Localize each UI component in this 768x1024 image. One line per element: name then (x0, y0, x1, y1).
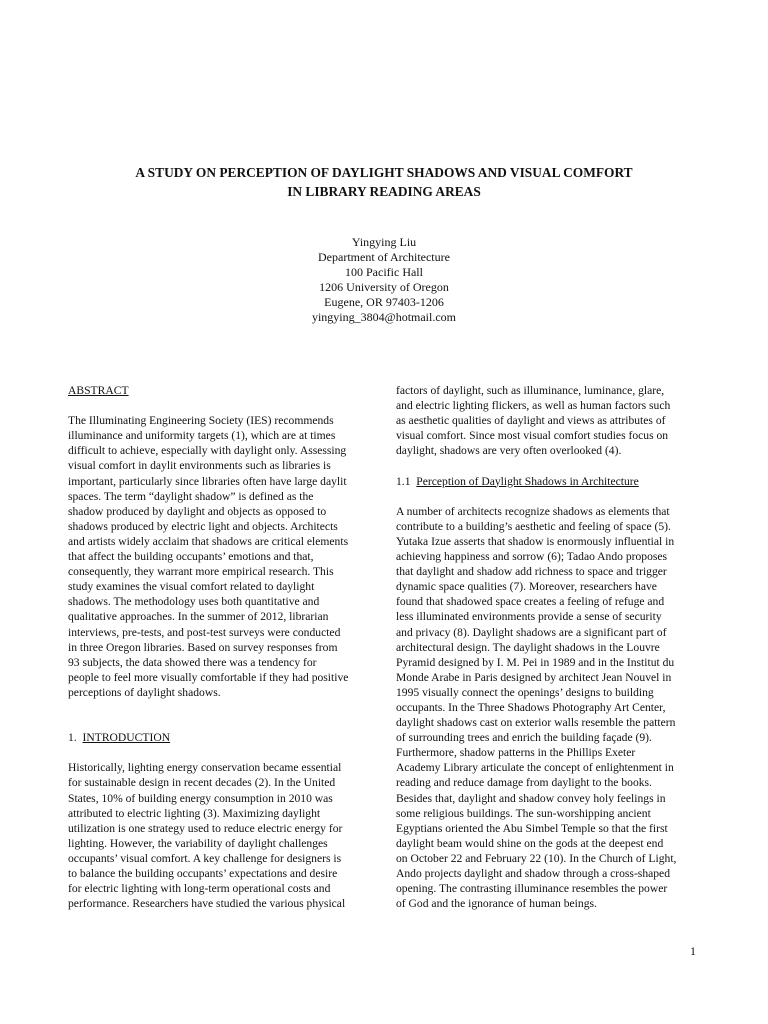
text-line: Pyramid designed by I. M. Pei in 1989 and in the Institut du (396, 655, 675, 669)
author-building: 100 Pacific Hall (345, 265, 423, 279)
text-line: and electric lighting flickers, as well as human factors such (396, 399, 671, 413)
text-line: some religious buildings. The sun-worshipping ancient (396, 806, 651, 820)
author-street: 1206 University of Oregon (319, 280, 449, 294)
text-line: visual comfort in daylit environments such as libraries is (68, 459, 331, 473)
text-line: opening. The contrasting illuminance resembles the power (396, 882, 668, 896)
text-line: shadows. The methodology uses both quantitative and (68, 595, 320, 609)
text-line: Monde Arabe in Paris designed by architect Jean Nouvel in (396, 670, 672, 684)
text-line: of God and the ignorance of human beings. (396, 897, 597, 911)
text-line: occupants’ visual comfort. A key challenge for designers is (68, 851, 342, 865)
text-line: Besides that, daylight and shadow convey holy feelings in (396, 791, 666, 805)
text-line: States, 10% of building energy consumption in 2010 was (68, 791, 333, 805)
text-line: spaces. The term “daylight shadow” is defined as the (68, 489, 314, 503)
text-line: dynamic space qualities (7). Moreover, researchers have (396, 580, 657, 594)
text-line: A number of architects recognize shadows as elements that (396, 504, 670, 518)
text-line: reading and reduce damage from daylight to the books. (396, 776, 652, 790)
text-line: and privacy (8). Daylight shadows are a significant part of (396, 625, 667, 639)
text-line: Academy Library articulate the concept of enlightenment in (396, 761, 674, 775)
text-line: factors of daylight, such as illuminance, luminance, glare, (396, 384, 665, 397)
text-line: important, particularly since libraries often have large daylit (68, 474, 347, 488)
text-line: interviews, pre-tests, and post-test surveys were conducted (68, 625, 341, 639)
author-name: Yingying Liu (351, 235, 417, 249)
text-line: qualitative approaches. In the summer of 2012, librarian (68, 610, 329, 624)
text-line: occupants. In the Three Shadows Photography Art Center, (396, 700, 666, 714)
text-line: attributed to electric lighting (3). Maximizing daylight (68, 806, 321, 820)
right-column (396, 383, 701, 911)
text-line: daylight, shadows are very often overlooked (4). (396, 444, 622, 458)
section-number: 1. (68, 731, 77, 745)
paper-title (60, 163, 708, 201)
subsection-title: Perception of Daylight Shadows in Architecture (416, 474, 639, 488)
subsection-heading (396, 474, 701, 489)
text-line: and artists widely acclaim that shadows are critical elements (68, 534, 349, 548)
text-line: visual comfort. Since most visual comfort studies focus on (396, 429, 669, 443)
text-line: The Illuminating Engineering Society (IES) recommends (68, 414, 334, 428)
author-department: Department of Architecture (318, 250, 450, 264)
text-line: as aesthetic qualities of daylight and views as attributes of (396, 414, 666, 428)
text-line: on October 22 and February 22 (10). In the Church of Light, (396, 851, 677, 865)
text-line: perceptions of daylight shadows. (68, 685, 221, 699)
subsection-body (396, 504, 701, 912)
introduction-body (68, 760, 373, 911)
text-line: people to feel more visually comfortable if they had positive (68, 670, 349, 684)
text-line: Egyptians oriented the Abu Simbel Temple so that the first (396, 821, 668, 835)
title-line-2: IN LIBRARY READING AREAS (287, 184, 481, 199)
section-title: INTRODUCTION (82, 731, 171, 745)
text-line: Yutaka Izue asserts that shadow is enormously influential in (396, 534, 675, 548)
text-line: achieving happiness and sorrow (6); Tadao Ando proposes (396, 550, 668, 564)
text-line: contribute to a building’s aesthetic and feeling of space (5). (396, 519, 671, 533)
abstract-body (68, 413, 373, 700)
subsection-number: 1.1 (396, 474, 411, 488)
text-line: architectural design. The daylight shadows in the Louvre (396, 640, 660, 654)
text-line: lighting. However, the variability of daylight challenges (68, 836, 328, 850)
author-city: Eugene, OR 97403-1206 (324, 295, 444, 309)
author-email: yingying_3804@hotmail.com (311, 310, 457, 324)
text-line: daylight beam would shine on the gods at the deepest end (396, 836, 664, 850)
text-line: shadow produced by daylight and objects as opposed to (68, 504, 327, 518)
text-line: shadows produced by electric light and objects. Architects (68, 519, 338, 533)
text-line: in three Oregon libraries. Based on survey responses from (68, 640, 338, 654)
text-line: difficult to achieve, especially with daylight only. Assessing (68, 444, 347, 458)
text-line: illuminance and uniformity targets (1), which are at times (68, 429, 336, 443)
text-line: that affect the building occupants’ emotions and that, (68, 550, 314, 564)
text-line: that daylight and shadow add richness to space and trigger (396, 565, 667, 579)
text-line: to balance the building occupants’ expectations and desire (68, 867, 338, 880)
introduction-heading (68, 730, 373, 745)
text-line: less illuminated environments provide a sense of security (396, 610, 662, 624)
title-line-1: A STUDY ON PERCEPTION OF DAYLIGHT SHADOWS AND VISUAL COMFORT (135, 165, 633, 180)
text-line: 1995 visually connect the openings’ designs to building (396, 685, 654, 699)
abstract-heading: ABSTRACT (68, 384, 129, 397)
text-line: Ando projects daylight and shadow through a cross-shaped (396, 867, 671, 880)
text-line: for electric lighting with long-term operational costs and (68, 882, 331, 896)
continuation-paragraph (396, 383, 701, 458)
text-line: 93 subjects, the data showed there was a tendency for (68, 655, 317, 669)
left-column (68, 383, 373, 911)
text-line: of surrounding trees and enrich the building façade (9). (396, 731, 652, 745)
text-line: performance. Researchers have studied the various physical (68, 897, 346, 911)
text-line: consequently, they warrant more empirical research. This (68, 565, 334, 579)
text-line: Furthermore, shadow patterns in the Phillips Exeter (396, 746, 636, 760)
page-number: 1 (690, 944, 696, 958)
text-line: for sustainable design in recent decades (2). In the United (68, 776, 336, 790)
text-line: Historically, lighting energy conservation became essential (68, 761, 342, 775)
text-line: utilization is one strategy used to reduce electric energy for (68, 821, 343, 835)
text-line: found that shadowed space creates a feeling of refuge and (396, 595, 665, 609)
author-block (184, 235, 584, 325)
text-line: study examines the visual comfort related to daylight (68, 580, 315, 594)
text-line: daylight shadows cast on exterior walls resemble the pattern (396, 716, 676, 730)
